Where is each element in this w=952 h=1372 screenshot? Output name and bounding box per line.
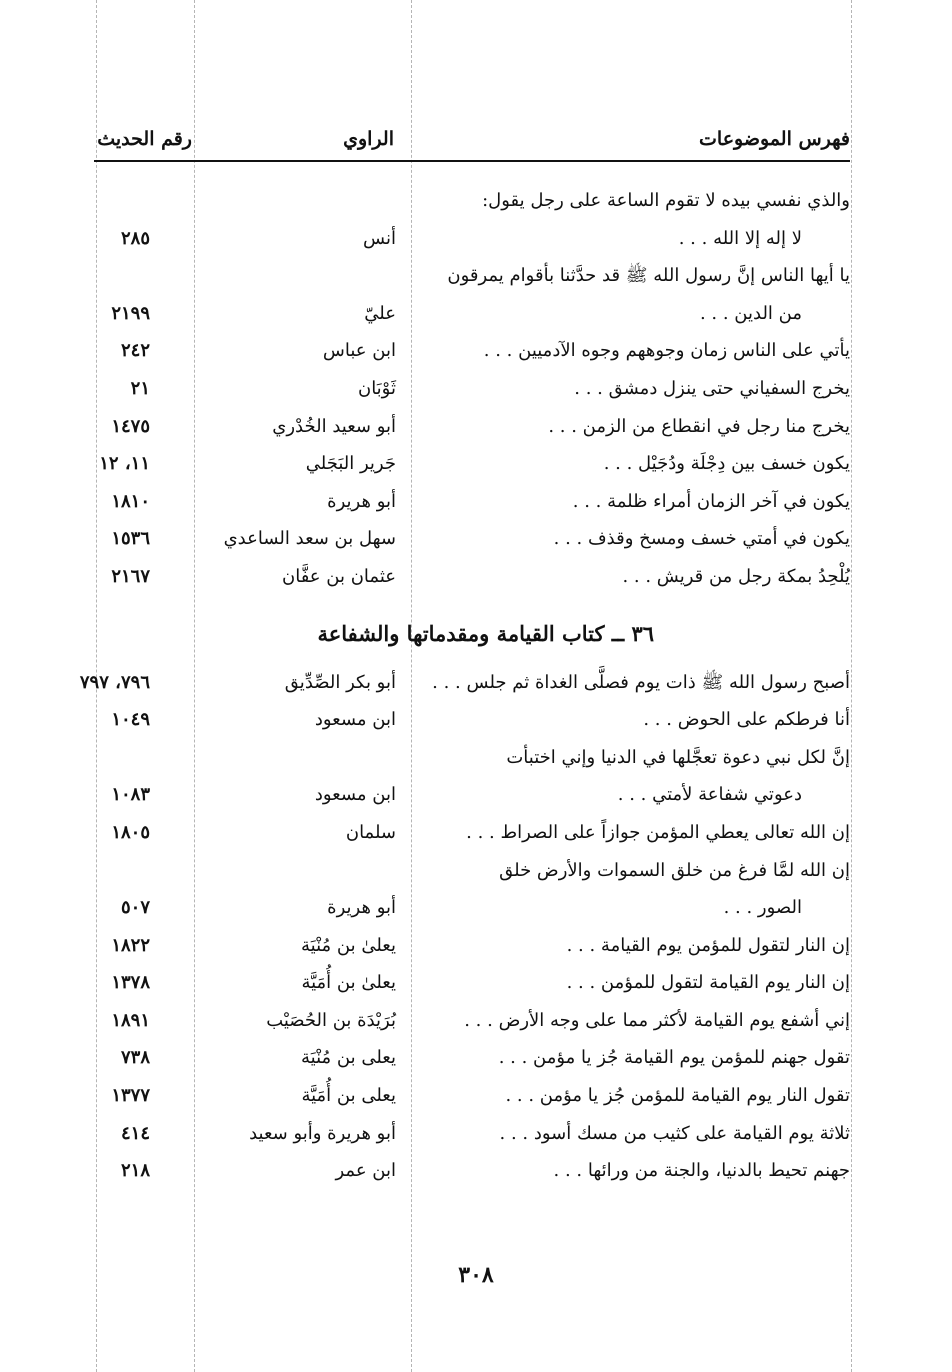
row-number: ٢٤٢ — [120, 340, 150, 362]
row-number: ٢١ — [130, 377, 150, 399]
index-row — [0, 182, 952, 220]
row-number: ١٨٢٢ — [111, 934, 150, 956]
index-row — [0, 1039, 952, 1077]
row-narrator: يعلىٰ بن مُنْيَة — [301, 934, 396, 956]
index-row — [0, 483, 952, 521]
row-topic: دعوتي شفاعة لأمتي . . . — [617, 784, 802, 806]
row-narrator: ثَوْبَان — [357, 377, 396, 399]
row-topic: إنَّ لكل نبي دعوة تعجَّلها في الدنيا وإني اختبأت — [506, 746, 850, 768]
row-number: ١٨١٠ — [111, 490, 150, 512]
row-topic: من الدين . . . — [699, 302, 802, 324]
row-number: ١٠٨٣ — [111, 784, 150, 806]
index-row — [0, 332, 952, 370]
row-topic: يخرج السفياني حتى ينزل دمشق . . . — [574, 377, 850, 399]
row-number: ٢١٨ — [120, 1160, 150, 1182]
row-narrator: جَرير البَجَلي — [305, 453, 396, 475]
index-table — [0, 182, 952, 1190]
row-topic: تقول جهنم للمؤمن يوم القيامة جُز يا مؤمن . . . — [498, 1047, 850, 1069]
row-topic: أنا فرطكم على الحوض . . . — [643, 709, 850, 731]
row-number: ١٤٧٥ — [111, 415, 150, 437]
index-row — [0, 257, 952, 295]
index-row — [0, 408, 952, 446]
row-narrator: ابن عمر — [335, 1160, 396, 1182]
row-number: ٢٨٥ — [120, 227, 150, 249]
header-topics: فهرس الموضوعات — [699, 128, 850, 150]
row-topic: يا أيها الناس إنَّ رسول الله ﷺ قد حدَّثنا بأقوام يمرقون — [447, 265, 850, 287]
row-topic: يُلْحِدُ بمكة رجل من قريش . . . — [622, 565, 850, 587]
row-number: ١٠٤٩ — [111, 709, 150, 731]
row-number: ٧٩٦، ٧٩٧ — [79, 671, 150, 693]
index-row — [0, 1152, 952, 1190]
index-row — [0, 445, 952, 483]
index-header — [94, 122, 850, 162]
header-hadith-number: رقم الحديث — [97, 128, 192, 150]
row-topic: إن الله لمَّا فرغ من خلق السموات والأرض خلق — [499, 859, 850, 881]
index-row — [0, 520, 952, 558]
section-title: ٣٦ ــ كتاب القيامة ومقدماتها والشفاعة — [317, 620, 654, 646]
row-number: ٢١٩٩ — [111, 302, 150, 324]
index-row — [0, 558, 952, 596]
row-narrator: أبو هريرة وأبو سعيد — [249, 1122, 396, 1144]
row-narrator: يعلىٰ بن أُمَيَّة — [301, 972, 396, 994]
row-number: ١٨٩١ — [111, 1009, 150, 1031]
row-narrator: أبو سعيد الخُدْري — [272, 415, 396, 437]
row-narrator: يعلى بن مُنْيَة — [301, 1047, 396, 1069]
header-narrator: الراوي — [343, 128, 394, 150]
row-topic: يكون خسف بين دِجْلَة ودُجَيْل . . . — [603, 453, 850, 475]
index-row — [0, 852, 952, 890]
row-topic: والذي نفسي بيده لا تقوم الساعة على رجل يقول: — [482, 190, 850, 211]
index-row — [0, 220, 952, 258]
row-narrator: سهل بن سعد الساعدي — [223, 528, 396, 550]
index-row — [0, 1077, 952, 1115]
row-number: ٢١٦٧ — [111, 565, 150, 587]
index-row — [0, 814, 952, 852]
row-topic: إن النار يوم القيامة لتقول للمؤمن . . . — [566, 972, 850, 994]
row-narrator: عثمان بن عفَّان — [282, 565, 396, 587]
row-narrator: بُرَيْدَة بن الحُصَيْب — [266, 1009, 396, 1031]
row-number: ١١، ١٢ — [99, 453, 150, 475]
row-topic: ثلاثة يوم القيامة على كثيب من مسك أسود . . . — [499, 1122, 850, 1144]
index-row — [0, 927, 952, 965]
row-number: ٧٣٨ — [120, 1047, 150, 1069]
index-row — [0, 664, 952, 702]
row-topic: إن النار لتقول للمؤمن يوم القيامة . . . — [566, 934, 850, 956]
row-topic: الصور . . . — [723, 897, 802, 919]
row-topic: لا إله إلا الله . . . — [678, 227, 802, 249]
row-number: ١٣٧٨ — [111, 972, 150, 994]
row-narrator: أبو بكر الصِّدِّيق — [284, 671, 396, 693]
row-topic: أصبح رسول الله ﷺ ذات يوم فصلَّى الغداة ثم جلس . . . — [432, 671, 850, 693]
row-topic: يأتي على الناس زمان وجوههم وجوه الآدميين . . . — [483, 340, 850, 362]
index-row — [0, 776, 952, 814]
index-row — [0, 739, 952, 777]
row-narrator: أبو هريرة — [327, 490, 396, 512]
row-number: ٤١٤ — [120, 1122, 150, 1144]
row-number: ١٨٠٥ — [111, 821, 150, 843]
row-narrator: ابن عباس — [322, 340, 396, 362]
row-number: ١٣٧٧ — [111, 1085, 150, 1107]
index-row — [0, 701, 952, 739]
row-topic: يكون في آخر الزمان أمراء ظلمة . . . — [572, 490, 850, 512]
row-topic: إن الله تعالى يعطي المؤمن جوازاً على الصراط . . . — [466, 821, 850, 843]
index-row — [0, 1115, 952, 1153]
row-topic: جهنم تحيط بالدنيا، والجنة من ورائها . . . — [553, 1160, 850, 1182]
row-narrator: يعلى بن أُمَيَّة — [301, 1085, 396, 1107]
row-narrator: أنس — [363, 227, 396, 249]
row-topic: إني أشفع يوم القيامة لأكثر مما على وجه الأرض . . . — [464, 1009, 850, 1031]
row-narrator: أبو هريرة — [327, 897, 396, 919]
row-number: ٥٠٧ — [120, 897, 150, 919]
index-row — [0, 370, 952, 408]
row-topic: يكون في أمتي خسف ومسخ وقذف . . . — [553, 528, 850, 550]
section-heading-row — [0, 612, 952, 656]
row-narrator: عليّ — [364, 302, 396, 324]
row-narrator: ابن مسعود — [314, 784, 396, 806]
index-row — [0, 964, 952, 1002]
row-topic: تقول النار يوم القيامة للمؤمن جُز يا مؤمن . . . — [505, 1085, 850, 1107]
row-number: ١٥٣٦ — [111, 528, 150, 550]
index-row — [0, 295, 952, 333]
row-topic: يخرج منا رجل في انقطاع من الزمن . . . — [548, 415, 850, 437]
row-narrator: ابن مسعود — [314, 709, 396, 731]
index-row — [0, 1002, 952, 1040]
page-number: ٣٠٨ — [458, 1262, 494, 1288]
index-row — [0, 889, 952, 927]
row-narrator: سلمان — [345, 821, 396, 843]
